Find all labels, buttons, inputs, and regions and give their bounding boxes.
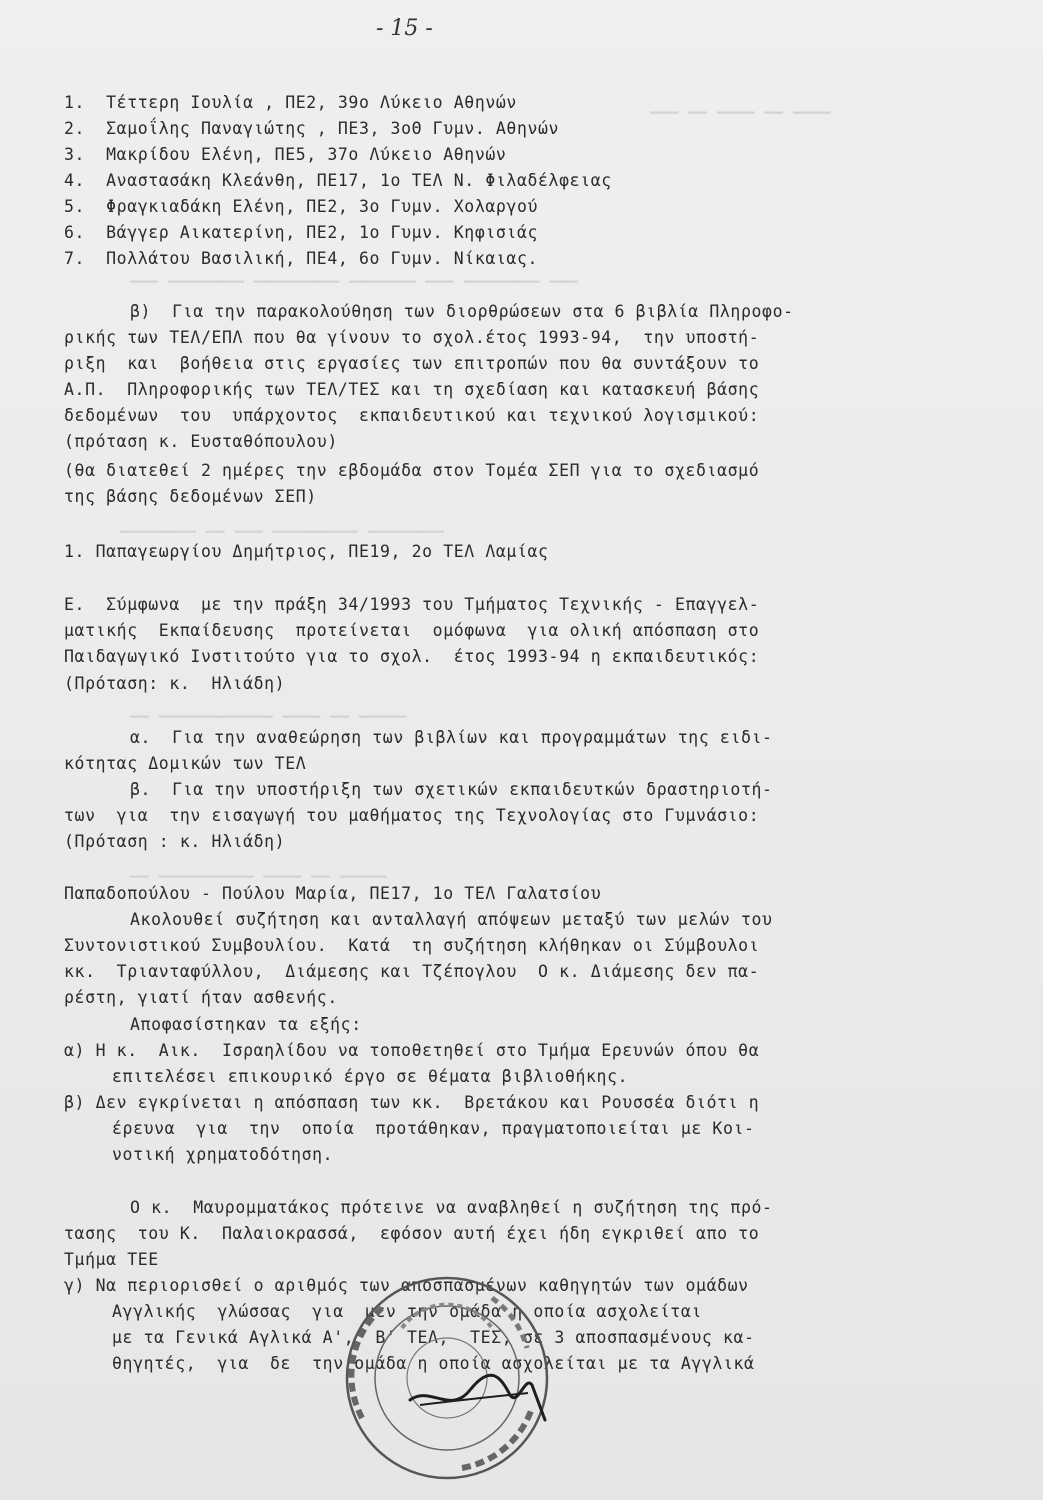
paragraph-line: ρικής των ΤΕΛ/ΕΠΛ που θα γίνουν το σχολ.έτος 1993-94, την υποστή- (64, 328, 760, 347)
signature (400, 1345, 570, 1435)
paragraph-line: Ο κ. Μαυρομματάκος πρότεινε να αναβληθεί η συζήτηση της πρό- (130, 1198, 773, 1217)
page-number-handwritten: - 15 - (376, 16, 433, 41)
bleed-through: ▁▁ ▁▁▁▁▁▁▁▁▁▁ ▁▁▁▁ ▁▁ ▁▁▁▁▁ (130, 860, 388, 878)
paragraph-line: Τμήμα ΤΕΕ (64, 1250, 159, 1269)
paragraph-line: θηγητές, για δε την ομάδα η οποία ασχολείται με τα Αγγλικά (112, 1354, 755, 1373)
paragraph-line: β. Για την υποστήριξη των σχετικών εκπαιδευτκών δραστηριοτή- (130, 780, 773, 799)
paragraph-line: των για την εισαγωγή του μαθήματος της Τεχνολογίας στο Γυμνάσιο: (64, 806, 760, 825)
paragraph-line: (πρόταση κ. Ευσταθόπουλου) (64, 432, 338, 451)
paragraph-line: με τα Γενικά Αγλικά Α', Β' ΤΕΛ, ΤΕΣ, σε 3 αποσπασμένους κα- (112, 1328, 755, 1347)
list-item: 2. Σαμοΐλης Παναγιώτης , ΠΕ3, 3οΘ Γυμν. Αθηνών (64, 119, 560, 138)
paragraph-line: Παιδαγωγικό Ινστιτούτο για το σχολ. έτος 1993-94 η εκπαιδευτικός: (64, 647, 760, 666)
paragraph-line: κκ. Τριανταφύλλου, Διάμεσης και Τζέπογλου Ο κ. Διάμεσης δεν πα- (64, 962, 760, 981)
list-item: 4. Αναστασάκη Κλεάνθη, ΠΕ17, 1ο ΤΕΛ Ν. Φιλαδέλφειας (64, 171, 612, 190)
paragraph-line: (Πρόταση: κ. Ηλιάδη) (64, 674, 286, 693)
paragraph-line: της βάσης δεδομένων ΣΕΠ) (64, 487, 317, 506)
paragraph-line: α. Για την αναθεώρηση των βιβλίων και προγραμμάτων της ειδι- (130, 728, 773, 747)
paragraph-line: Αποφασίστηκαν τα εξής: (130, 1015, 362, 1034)
paragraph-line: (θα διατεθεί 2 ημέρες την εβδομάδα στον Τομέα ΣΕΠ για το σχεδιασμό (64, 461, 760, 480)
bleed-through: ▁▁▁ ▁▁ ▁▁▁▁ ▁▁ ▁▁▁▁ (650, 96, 832, 114)
list-item: 3. Μακρίδου Ελένη, ΠΕ5, 37ο Λύκειο Αθηνών (64, 145, 507, 164)
paragraph-line: Ε. Σύμφωνα με την πράξη 34/1993 του Τμήματος Τεχνικής - Επαγγελ- (64, 595, 760, 614)
paragraph-line: (Πρόταση : κ. Ηλιάδη) (64, 832, 286, 851)
paragraph-line: ριξη και βοήθεια στις εργασίες των επιτροπών που θα συντάξουν το (64, 354, 760, 373)
paragraph-line: έρευνα για την οποία προτάθηκαν, πραγματοποιείται με Κοι- (112, 1119, 755, 1138)
list-item: 1. Τέττερη Ιουλία , ΠΕ2, 39ο Λύκειο Αθηνών (64, 93, 517, 112)
bleed-through: ▁▁▁ ▁▁▁▁▁▁▁▁ ▁▁▁▁▁▁▁▁▁ ▁▁▁▁▁▁▁ ▁▁▁ ▁▁▁▁▁▁▁▁ ▁▁▁ (130, 265, 578, 283)
paragraph-line: γ) Να περιορισθεί ο αριθμός των αποσπασμένων καθηγητών των ομάδων (64, 1276, 749, 1295)
paragraph-line: β) Για την παρακολούθηση των διορθρώσεων στα 6 βιβλία Πληροφο- (130, 302, 794, 321)
paragraph-line: τασης του Κ. Παλαιοκρασσά, εφόσον αυτή έχει ήδη εγκριθεί απο το (64, 1224, 760, 1243)
paragraph-line: νοτική χρηματοδότηση. (112, 1145, 334, 1164)
paragraph-line: Συντονιστικού Συμβουλίου. Κατά τη συζήτηση κλήθηκαν οι Σύμβουλοι (64, 936, 760, 955)
bleed-through: ▁▁ ▁▁▁▁▁▁▁▁▁▁▁▁ ▁▁▁▁ ▁▁ ▁▁▁▁▁ (130, 700, 407, 718)
paragraph-line: β) Δεν εγκρίνεται η απόσπαση των κκ. Βρετάκου και Ρουσσέα διότι η (64, 1093, 760, 1112)
paragraph-line: Α.Π. Πληροφορικής των ΤΕΛ/ΤΕΣ και τη σχεδίαση και κατασκευή βάσης (64, 380, 760, 399)
paragraph-line: ματικής Εκπαίδευσης προτείνεται ομόφωνα για ολική απόσπαση στο (64, 621, 760, 640)
paragraph-line: Ακολουθεί συζήτηση και ανταλλαγή απόψεων μεταξύ των μελών του (130, 910, 773, 929)
bleed-through: ▁▁▁▁▁▁▁▁ ▁▁ ▁▁▁ ▁▁▁▁▁▁▁▁▁ ▁▁▁▁▁▁▁▁ (120, 515, 445, 533)
list-item: 7. Πολλάτου Βασιλική, ΠΕ4, 6ο Γυμν. Νίκαιας. (64, 249, 539, 268)
paragraph-line: επιτελέσει επικουρικό έργο σε θέματα βιβλιοθήκης. (112, 1067, 629, 1086)
paragraph-line: α) Η κ. Αικ. Ισραηλίδου να τοποθετηθεί στο Τμήμα Ερευνών όπου θα (64, 1041, 760, 1060)
paragraph-line: Αγγλικής γλώσσας για μεν την ομάδα η οποία ασχολείται (112, 1302, 702, 1321)
paragraph-line: Παπαδοπούλου - Πούλου Μαρία, ΠΕ17, 1ο ΤΕΛ Γαλατσίου (64, 884, 602, 903)
paragraph-line: ρέστη, γιατί ήταν ασθενής. (64, 988, 338, 1007)
list-item: 5. Φραγκιαδάκη Ελένη, ΠΕ2, 3ο Γυμν. Χολαργού (64, 197, 539, 216)
list-item: 1. Παπαγεωργίου Δημήτριος, ΠΕ19, 2ο ΤΕΛ Λαμίας (64, 542, 549, 561)
list-item: 6. Βάγγερ Αικατερίνη, ΠΕ2, 1ο Γυμν. Κηφισιάς (64, 223, 539, 242)
paragraph-line: δεδομένων του υπάρχοντος εκπαιδευτικού και τεχνικού λογισμικού: (64, 406, 760, 425)
paragraph-line: κότητας Δομικών των ΤΕΛ (64, 754, 307, 773)
